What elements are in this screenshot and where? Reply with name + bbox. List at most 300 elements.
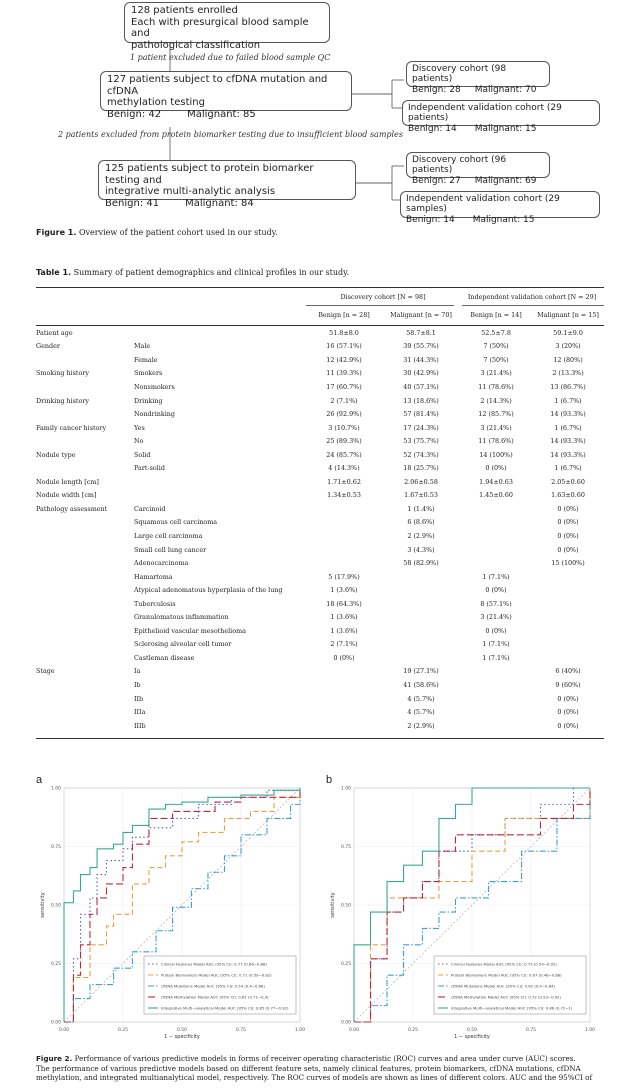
table-top-rule: [36, 287, 604, 288]
row-value: 1 (7.1%): [482, 572, 510, 581]
table-row: [36, 353, 604, 367]
y-tick-label: 0.25: [340, 962, 351, 967]
row-subcategory: Tuberculosis: [134, 599, 176, 608]
row-value: 31 (44.3%): [403, 355, 439, 364]
row-value: 11 (78.6%): [478, 437, 514, 446]
row-category: [36, 434, 134, 448]
table-row: [36, 326, 604, 340]
row-subcategory: Smokers: [134, 369, 163, 378]
enrolled-line2: Each with presurgical blood sample and: [131, 16, 309, 39]
table-row: [36, 448, 604, 462]
row-category: [36, 610, 134, 624]
row-value: [306, 529, 382, 543]
discovery1-malignant: Malignant: 70: [474, 84, 537, 95]
protein-testing-box: [98, 160, 356, 209]
row-value: 7 (50%): [483, 355, 509, 364]
table-bottom-rule: [36, 738, 604, 739]
row-value: [532, 583, 604, 597]
row-value: 12 (85.7%): [478, 410, 514, 419]
table-row: [36, 692, 604, 706]
row-subcategory: IIIa: [134, 708, 146, 717]
row-value: [306, 705, 382, 719]
row-value: [460, 502, 532, 516]
row-value: 3 (4.3%): [407, 545, 435, 554]
row-value: [532, 610, 604, 624]
row-value: 5 (17.9%): [328, 572, 360, 581]
row-value: 3 (21.4%): [480, 613, 512, 622]
x-tick-label: 0.50: [466, 1028, 478, 1033]
roc-panel-a: [34, 774, 304, 1054]
subheader-discovery-malignant: Malignant [n = 70]: [390, 311, 452, 319]
row-value: 16 (57.1%): [326, 342, 362, 351]
row-value: 1 (1.4%): [407, 504, 435, 513]
y-axis-label: sensitivity: [40, 892, 46, 918]
table-row: [36, 502, 604, 516]
x-tick-label: 0.00: [348, 1028, 360, 1033]
row-category: [36, 407, 134, 421]
row-value: 1.63±0.60: [551, 491, 585, 500]
row-value: 0 (0%): [557, 518, 579, 527]
x-tick-label: 0.50: [176, 1028, 188, 1033]
row-value: 4 (5.7%): [407, 694, 435, 703]
row-value: 13 (86.7%): [550, 382, 586, 391]
row-value: 8 (57.1%): [480, 599, 512, 608]
row-value: [460, 692, 532, 706]
discovery-cohort-header: Discovery cohort [N = 98]: [340, 293, 426, 301]
row-value: [460, 719, 532, 733]
row-subcategory: Ia: [134, 667, 141, 676]
row-value: 24 (85.7%): [326, 450, 362, 459]
table-row: [36, 421, 604, 435]
row-value: [532, 570, 604, 584]
row-value: [532, 624, 604, 638]
figure2-caption: [36, 1054, 606, 1083]
validation2-title: Independent validation cohort (29 samples): [406, 194, 560, 215]
protein-malignant: Malignant: 84: [185, 197, 254, 209]
legend-entry: cfDNA Mutations Model AUC (95% CI): 0.54 (0.4−0.68): [161, 983, 265, 989]
exclusion-note-2: 2 patients excluded from protein biomarker testing due to insufficient blood samples: [58, 130, 403, 139]
row-value: [382, 624, 460, 638]
protein-line1: 125 patients subject to protein biomarker testing and: [105, 163, 314, 186]
row-value: 0 (0%): [557, 708, 579, 717]
row-value: 4 (14.3%): [328, 464, 360, 473]
exclusion-note-1: 1 patient excluded due to failed blood sample QC: [130, 53, 331, 62]
panel-label-a: a: [36, 774, 43, 786]
row-value: [306, 719, 382, 733]
row-value: 0 (0%): [557, 694, 579, 703]
row-value: 2 (2.9%): [407, 721, 435, 730]
row-subcategory: Solid: [134, 450, 151, 459]
row-subcategory: IIb: [134, 694, 144, 703]
row-value: [532, 638, 604, 652]
legend-entry: Protein Biomarkers Model AUC (95% CI): 0.71 (0.59−0.82): [161, 972, 272, 978]
row-value: 3 (20%): [555, 342, 581, 351]
row-value: [382, 651, 460, 665]
row-subcategory: Sclerosing alveolar cell tumor: [134, 640, 232, 649]
cfdna-line1: 127 patients subject to cfDNA mutation and cfDNA: [107, 74, 328, 97]
row-category: [36, 529, 134, 543]
row-category: [36, 624, 134, 638]
row-value: [460, 678, 532, 692]
discovery1-benign: Benign: 28: [412, 84, 461, 95]
table-row: [36, 570, 604, 584]
row-value: 1 (7.1%): [482, 653, 510, 662]
row-subcategory: [134, 489, 306, 503]
panel-label-b: b: [326, 774, 333, 786]
row-value: [460, 705, 532, 719]
row-value: 4 (5.7%): [407, 708, 435, 717]
table-row: [36, 705, 604, 719]
row-value: 0 (0%): [485, 464, 507, 473]
row-value: 14 (100%): [479, 450, 513, 459]
table-row: [36, 516, 604, 530]
row-category: Pathology assessment: [36, 504, 108, 513]
row-subcategory: Large cell carcinoma: [134, 531, 203, 540]
row-value: 1 (3.6%): [330, 613, 358, 622]
row-subcategory: Small cell lung cancer: [134, 545, 207, 554]
row-value: 2 (14.3%): [480, 396, 512, 405]
row-value: 1.67±0.53: [404, 491, 438, 500]
row-category: [36, 461, 134, 475]
discovery-cohort-box-2: [406, 152, 550, 186]
y-tick-label: 0.75: [50, 845, 61, 850]
validation1-title: Independent validation cohort (29 patients): [408, 103, 562, 124]
protein-line2: integrative multi-analytic analysis: [105, 186, 276, 197]
legend-entry: Protein Biomarkers Model AUC (95% CI): 0.67 (0.46−0.88): [451, 972, 562, 978]
row-category: [36, 353, 134, 367]
x-axis-label: 1 − specificity: [164, 1034, 200, 1040]
row-subcategory: Drinking: [134, 396, 163, 405]
row-value: 52.5±7.8: [481, 328, 511, 337]
row-value: 2 (7.1%): [330, 640, 358, 649]
table-row: [36, 461, 604, 475]
cfdna-benign: Benign: 42: [107, 108, 162, 120]
table-row: [36, 380, 604, 394]
row-value: [382, 597, 460, 611]
table1-body: [36, 326, 604, 732]
row-value: 3 (21.4%): [480, 369, 512, 378]
x-tick-label: 0.00: [58, 1028, 70, 1033]
cfdna-testing-box: [100, 71, 352, 120]
row-value: 17 (24.3%): [403, 423, 439, 432]
row-category: [36, 719, 134, 733]
row-subcategory: Yes: [134, 423, 145, 432]
y-tick-label: 0.00: [50, 1020, 61, 1026]
figure2-caption-label: Figure 2.: [36, 1054, 73, 1063]
row-value: [382, 583, 460, 597]
row-value: 13 (18.6%): [403, 396, 439, 405]
table-row: [36, 624, 604, 638]
validation1-benign: Benign: 14: [408, 123, 457, 134]
table-row: [36, 475, 604, 489]
row-value: [382, 570, 460, 584]
roc-chart-b: [324, 774, 604, 1054]
row-category: Gender: [36, 342, 60, 351]
row-value: 1.71±0.62: [327, 477, 361, 486]
row-value: [306, 502, 382, 516]
row-value: [306, 516, 382, 530]
row-value: 11 (39.3%): [326, 369, 362, 378]
row-category: [36, 705, 134, 719]
cfdna-malignant: Malignant: 85: [187, 108, 256, 120]
table-row: [36, 489, 604, 503]
subheader-validation-malignant: Malignant [n = 15]: [537, 311, 599, 319]
table-row: [36, 638, 604, 652]
enrolled-box: [124, 2, 330, 51]
row-value: 1.34±0.53: [327, 491, 361, 500]
row-value: 12 (80%): [553, 355, 583, 364]
row-value: 0 (0%): [485, 586, 507, 595]
row-value: 12 (42.9%): [326, 355, 362, 364]
discovery2-malignant: Malignant: 69: [474, 175, 537, 186]
row-value: 1 (6.7%): [554, 423, 582, 432]
row-category: [36, 692, 134, 706]
legend-entry: Clinical Features Model AUC (95% CI): 0.77 (0.66−0.88): [161, 961, 267, 967]
row-value: 0 (0%): [485, 626, 507, 635]
row-subcategory: Castleman disease: [134, 653, 195, 662]
row-value: [460, 516, 532, 530]
row-subcategory: IIIb: [134, 721, 146, 730]
y-tick-label: 0.50: [50, 903, 61, 909]
validation2-malignant: Malignant: 15: [472, 214, 535, 225]
x-axis-label: 1 − specificity: [454, 1034, 490, 1040]
table-row: [36, 556, 604, 570]
row-subcategory: Epithelioid vascular mesothelioma: [134, 626, 246, 635]
row-category: [36, 583, 134, 597]
row-value: 40 (57.1%): [403, 382, 439, 391]
row-value: 18 (64.3%): [326, 599, 362, 608]
row-value: 1 (3.6%): [330, 626, 358, 635]
table-row: [36, 597, 604, 611]
table1-caption-text: Summary of patient demographics and clinical profiles in our study.: [73, 268, 350, 277]
row-category: Drinking history: [36, 396, 90, 405]
table-row: [36, 543, 604, 557]
row-value: [460, 556, 532, 570]
row-value: 1 (6.7%): [554, 464, 582, 473]
row-value: 14 (93.3%): [550, 410, 586, 419]
row-value: [532, 651, 604, 665]
row-value: 0 (0%): [557, 504, 579, 513]
validation-cohort-box-2: [400, 191, 600, 225]
validation1-malignant: Malignant: 15: [474, 123, 537, 134]
row-value: [306, 678, 382, 692]
row-subcategory: Male: [134, 342, 151, 351]
row-value: 59.1±9.0: [553, 328, 583, 337]
row-value: 51.8±8.0: [329, 328, 359, 337]
row-value: [460, 543, 532, 557]
row-value: [306, 692, 382, 706]
row-value: 19 (27.1%): [403, 667, 439, 676]
validation-cohort-box-1: [402, 100, 600, 134]
row-subcategory: Squamous cell carcinoma: [134, 518, 218, 527]
cfdna-line2: methylation testing: [107, 97, 205, 108]
table-row: [36, 678, 604, 692]
validation-cohort-header: Independent validation cohort [N = 29]: [467, 293, 597, 301]
table1: [36, 290, 604, 732]
row-value: 15 (100%): [551, 559, 585, 568]
row-value: 1 (6.7%): [554, 396, 582, 405]
row-category: Nodule type: [36, 450, 76, 459]
table-row: [36, 610, 604, 624]
subheader-validation-benign: Benign [n = 14]: [470, 311, 522, 319]
validation2-benign: Benign: 14: [406, 214, 455, 225]
y-tick-label: 0.00: [340, 1020, 351, 1026]
table-row: [36, 340, 604, 354]
table1-caption-label: Table 1.: [36, 268, 72, 277]
x-tick-label: 1.00: [584, 1028, 596, 1033]
roc-panel-b: [324, 774, 604, 1054]
row-value: 2 (13.3%): [552, 369, 584, 378]
protein-benign: Benign: 41: [105, 197, 160, 209]
row-subcategory: Nondrinking: [134, 410, 175, 419]
enrolled-line3: pathological classification: [131, 39, 261, 51]
row-category: [36, 651, 134, 665]
row-category: [36, 597, 134, 611]
row-value: [306, 665, 382, 679]
table-row: [36, 529, 604, 543]
row-subcategory: Hamartoma: [134, 572, 173, 581]
figure2-caption-line1: Performance of various predictive models in forms of receiver operating characteristic (ROC) curves and area under curve (AUC) scores.: [74, 1054, 576, 1063]
row-value: 0 (0%): [557, 721, 579, 730]
table-row: [36, 367, 604, 381]
x-tick-label: 1.00: [294, 1028, 306, 1033]
row-value: [306, 543, 382, 557]
figure2-caption-line2: The performance of various predictive models based on different feature sets, namely clinical features, protein biomarkers, cfDNA mutations, cfDNA: [36, 1063, 581, 1073]
table-row: [36, 407, 604, 421]
row-category: Stage: [36, 667, 55, 676]
row-value: 53 (75.7%): [403, 437, 439, 446]
row-subcategory: [134, 475, 306, 489]
row-category: Patient age: [36, 328, 73, 337]
row-value: 17 (60.7%): [326, 382, 362, 391]
figure1-caption-text: Overview of the patient cohort used in our study.: [78, 228, 278, 237]
discovery-cohort-box-1: [406, 61, 550, 95]
row-subcategory: Adenocarcinoma: [134, 559, 189, 568]
row-subcategory: Granulomatous inflammation: [134, 613, 229, 622]
roc-chart-a: [34, 774, 304, 1054]
row-value: 11 (78.6%): [478, 382, 514, 391]
y-tick-label: 1.00: [340, 786, 351, 792]
enrolled-line1: 128 patients enrolled: [131, 5, 238, 16]
table-row: [36, 394, 604, 408]
row-subcategory: [134, 326, 306, 340]
row-value: 30 (42.9%): [403, 369, 439, 378]
row-value: [306, 556, 382, 570]
figure2-caption-line3: methylation, and integrated multianalytical model, respectively. The ROC curves of models are shown as lines of different colors. AUC and the 95%CI of: [36, 1073, 593, 1082]
row-value: 18 (25.7%): [403, 464, 439, 473]
subheader-discovery-benign: Benign [n = 28]: [318, 311, 370, 319]
row-value: 25 (89.3%): [326, 437, 362, 446]
row-value: [382, 638, 460, 652]
row-value: 1.45±0.60: [479, 491, 513, 500]
row-value: 57 (81.4%): [403, 410, 439, 419]
row-value: 39 (55.7%): [403, 342, 439, 351]
legend-entry: Integrative Multi−analytical Model AUC (95% CI): 0.86 (0.72−1): [451, 1005, 573, 1011]
row-value: 1 (7.1%): [482, 640, 510, 649]
row-subcategory: No: [134, 437, 144, 446]
row-subcategory: Carcinoid: [134, 504, 166, 513]
y-tick-label: 1.00: [50, 786, 61, 792]
row-category: [36, 543, 134, 557]
legend-entry: cfDNA Mutations Model AUC (95% CI): 0.62 (0.4−0.84): [451, 983, 555, 989]
row-value: 58.7±8.1: [406, 328, 436, 337]
row-value: 2.06±0.58: [404, 477, 438, 486]
row-value: 41 (58.6%): [403, 680, 439, 689]
row-value: 2.05±0.60: [551, 477, 585, 486]
row-value: 0 (0%): [333, 653, 355, 662]
row-value: 58 (82.9%): [403, 559, 439, 568]
y-tick-label: 0.50: [340, 903, 351, 909]
row-value: 26 (92.9%): [326, 410, 362, 419]
row-subcategory: Part-solid: [134, 464, 165, 473]
row-value: 52 (74.3%): [403, 450, 439, 459]
row-value: 2 (2.9%): [407, 531, 435, 540]
row-category: [36, 556, 134, 570]
table1-caption: [36, 268, 349, 279]
figure1-caption: [36, 228, 278, 239]
row-value: 0 (0%): [557, 545, 579, 554]
row-value: 0 (0%): [557, 531, 579, 540]
row-category: Nodule length [cm]: [36, 477, 99, 486]
y-axis-label: sensitivity: [330, 892, 336, 918]
row-category: [36, 380, 134, 394]
row-value: 14 (93.3%): [550, 437, 586, 446]
table-row: [36, 434, 604, 448]
row-value: 7 (50%): [483, 342, 509, 351]
row-category: Family cancer history: [36, 423, 107, 432]
x-tick-label: 0.75: [525, 1028, 537, 1033]
row-value: 14 (93.3%): [550, 450, 586, 459]
row-value: 3 (21.4%): [480, 423, 512, 432]
row-value: [382, 610, 460, 624]
discovery2-benign: Benign: 27: [412, 175, 461, 186]
row-category: [36, 570, 134, 584]
row-subcategory: Ib: [134, 680, 141, 689]
x-tick-label: 0.25: [407, 1028, 419, 1033]
row-value: 2 (7.1%): [330, 396, 358, 405]
table-row: [36, 651, 604, 665]
legend-entry: cfDNA Methylation Model AUC (95% CI): 0.81 (0.71−0.9): [161, 994, 269, 1000]
row-value: 1.94±0.63: [479, 477, 513, 486]
row-subcategory: Atypical adenomatous hyperplasia of the lung: [134, 586, 283, 595]
table-row: [36, 719, 604, 733]
legend-entry: cfDNA Methylation Model AUC (95% CI): 0.72 (0.53−0.92): [451, 994, 562, 1000]
legend-entry: Integrative Multi−analytical Model AUC (95% CI): 0.85 (0.77−0.92): [161, 1005, 289, 1011]
y-tick-label: 0.25: [50, 962, 61, 967]
figure1-caption-label: Figure 1.: [36, 228, 77, 237]
row-subcategory: Nonsmokers: [134, 382, 175, 391]
row-value: 6 (8.6%): [407, 518, 435, 527]
table-row: [36, 665, 604, 679]
row-value: 1 (3.6%): [330, 586, 358, 595]
row-value: 3 (10.7%): [328, 423, 360, 432]
row-value: [460, 665, 532, 679]
row-category: [36, 678, 134, 692]
row-value: [460, 529, 532, 543]
discovery2-title: Discovery cohort (96 patients): [412, 155, 507, 176]
row-category: [36, 516, 134, 530]
x-tick-label: 0.25: [117, 1028, 129, 1033]
row-value: 9 (60%): [555, 680, 581, 689]
row-subcategory: Female: [134, 355, 158, 364]
x-tick-label: 0.75: [235, 1028, 247, 1033]
table-row: [36, 583, 604, 597]
row-value: [532, 597, 604, 611]
discovery1-title: Discovery cohort (98 patients): [412, 64, 507, 85]
row-category: Smoking history: [36, 369, 89, 378]
row-value: 6 (40%): [555, 667, 581, 676]
legend-entry: Clinical Features Model AUC (95% CI): 0.73 (0.54−0.92): [451, 961, 557, 967]
